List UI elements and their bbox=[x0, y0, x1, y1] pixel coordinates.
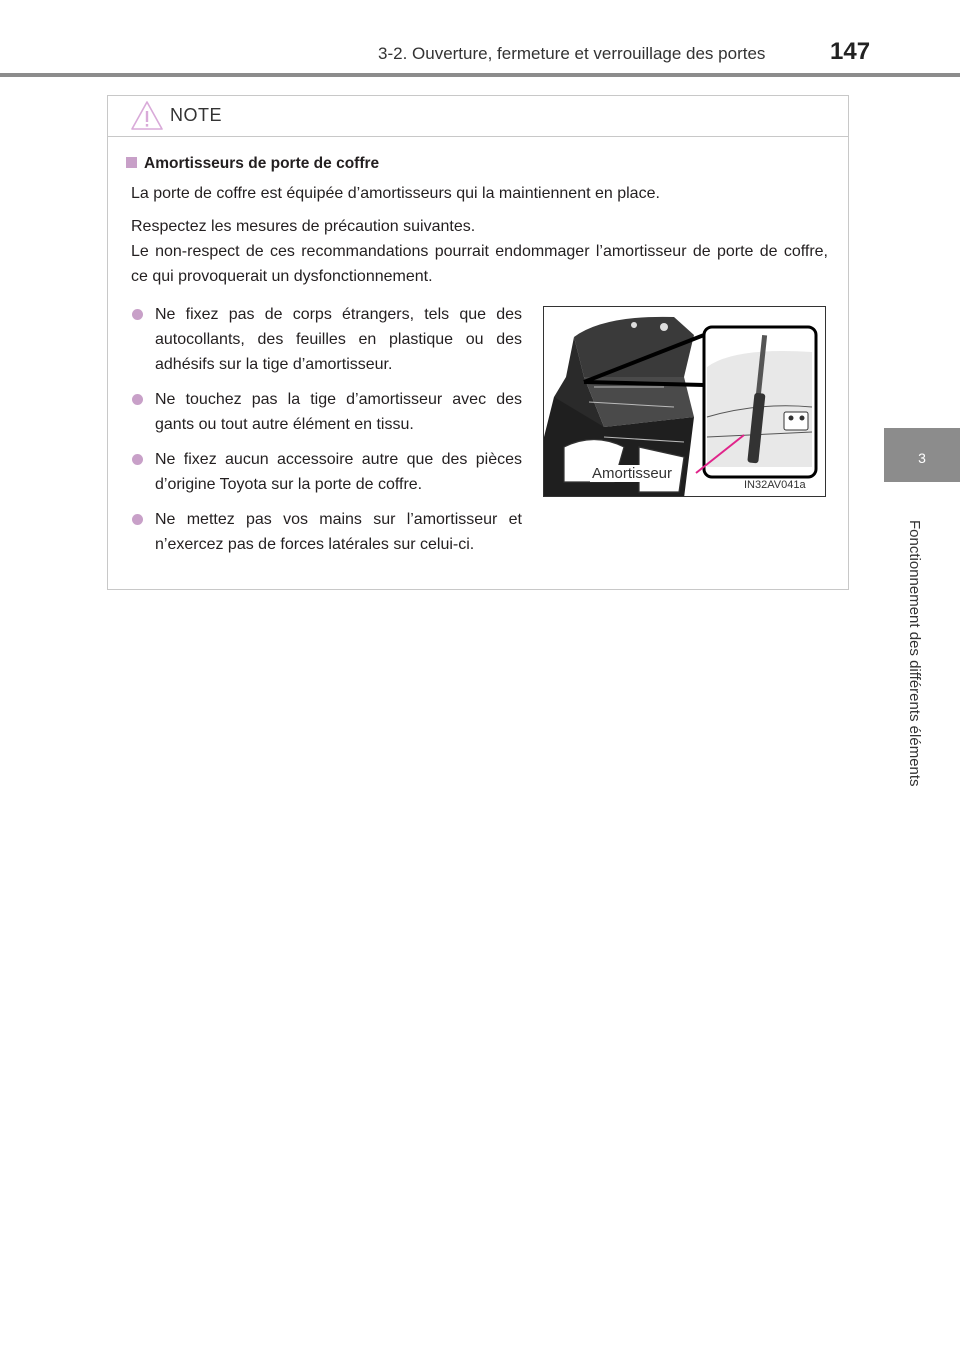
round-bullet-icon bbox=[132, 394, 143, 405]
bullet-item bbox=[130, 447, 522, 497]
damper-label: Amortisseur bbox=[592, 465, 673, 482]
warning-triangle-icon bbox=[130, 100, 164, 132]
section-heading-text: Amortisseurs de porte de coffre bbox=[144, 155, 380, 172]
chapter-number: 3 bbox=[918, 450, 926, 466]
bullet-item bbox=[130, 387, 522, 437]
illustration-code: IN32AV041a bbox=[744, 479, 806, 491]
bullet-text: Ne touchez pas la tige d’amortisseur avec des gants ou tout autre élément en tissu. bbox=[155, 391, 522, 433]
square-bullet-icon bbox=[126, 157, 137, 168]
note-box bbox=[107, 95, 849, 590]
bullet-text: Ne fixez pas de corps étrangers, tels que des autocollants, des feuilles en plastique ou des adhésifs sur la tige d’amortisseur. bbox=[155, 306, 522, 373]
header-rule bbox=[0, 73, 960, 77]
bullet-item bbox=[130, 302, 522, 377]
bullet-list bbox=[130, 302, 522, 567]
bullet-item bbox=[130, 507, 522, 557]
tailgate-damper-illustration bbox=[543, 306, 826, 497]
paragraph-precautions-line2: Le non-respect de ces recommandations pourrait endommager l’amortisseur de porte de coffre, ce qui provoquerait un dysfonctionnement. bbox=[131, 243, 828, 285]
round-bullet-icon bbox=[132, 309, 143, 320]
round-bullet-icon bbox=[132, 514, 143, 525]
bullet-text: Ne mettez pas vos mains sur l’amortisseur et n’exercez pas de forces latérales sur celui-ci. bbox=[155, 511, 522, 553]
chapter-title: Fonctionnement des différents éléments bbox=[906, 520, 923, 787]
tailgate-drawing bbox=[544, 307, 826, 497]
note-title: NOTE bbox=[170, 105, 223, 125]
round-bullet-icon bbox=[132, 454, 143, 465]
paragraph-precautions bbox=[131, 214, 828, 289]
paragraph-intro: La porte de coffre est équipée d’amortisseurs qui la maintiennent en place. bbox=[131, 185, 660, 202]
page-number: 147 bbox=[830, 38, 871, 65]
paragraph-precautions-line1: Respectez les mesures de précaution suivantes. bbox=[131, 218, 476, 235]
header-section-title: 3-2. Ouverture, fermeture et verrouillage des portes bbox=[378, 44, 766, 63]
note-header bbox=[108, 96, 848, 137]
bullet-text: Ne fixez aucun accessoire autre que des pièces d’origine Toyota sur la porte de coffre. bbox=[155, 451, 522, 493]
section-heading bbox=[126, 155, 379, 173]
